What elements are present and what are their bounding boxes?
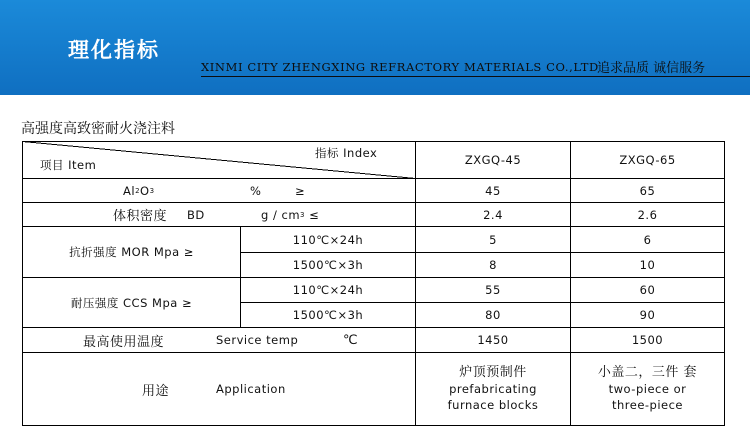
mor-110-value-45: 5 [489, 232, 497, 247]
ccs-110-value-65: 60 [639, 283, 656, 297]
al2o3-label: Al 2 O 3 [123, 183, 155, 198]
application-label: 用途 [142, 383, 170, 399]
al2o3-operator: ≥ [295, 183, 306, 198]
al2o3-unit: % [250, 183, 262, 198]
slogan: 追求品质 诚信服务 [597, 61, 706, 76]
application-65-cn: 小盖二，三件 套 [597, 365, 698, 380]
mor-label: 抗折强度 MOR Mpa ≥ [69, 245, 194, 259]
mor-condition-1500: 1500℃×3h [292, 258, 364, 272]
application-45-en-line2: furnace blocks [447, 398, 539, 412]
temp-value-45: 1450 [477, 333, 509, 347]
company-name: XINMI CITY ZHENGXING REFRACTORY MATERIALS CO.,LTD [201, 60, 599, 74]
application-65-en-line1: two-piece or [608, 382, 687, 396]
page-title: 理化指标 [68, 38, 160, 62]
col-header-zxgq-45: ZXGQ-45 [464, 153, 522, 167]
al2o3-value-65: 65 [639, 183, 656, 198]
mor-1500-value-45: 8 [489, 258, 497, 272]
col-header-zxgq-65: ZXGQ-65 [619, 153, 676, 167]
ccs-110-value-45: 55 [485, 283, 501, 297]
density-label: 体积密度 [113, 209, 168, 224]
mor-condition-110: 110℃×24h [292, 232, 364, 247]
header-index: 指标 Index [315, 146, 378, 160]
temp-label-en: Service temp [216, 333, 299, 347]
ccs-label: 耐压强度 CCS Mpa ≥ [70, 295, 193, 310]
application-45-cn: 炉顶预制件 [459, 365, 527, 380]
application-65-en-line2: three-piece [611, 398, 684, 412]
application-value-65 [571, 353, 724, 425]
density-unit: g / cm 3 ≤ [261, 207, 320, 222]
al2o3-value-45: 45 [485, 183, 501, 198]
mor-1500-value-65: 10 [639, 258, 656, 272]
mor-110-value-65: 6 [643, 232, 652, 247]
density-abbr: BD [187, 207, 205, 222]
application-value-45 [416, 353, 570, 425]
application-45-en-line1: prefabricating [449, 382, 537, 396]
application-label-en: Application [216, 382, 286, 396]
ccs-1500-value-45: 80 [485, 308, 501, 322]
ccs-condition-1500: 1500℃×3h [292, 308, 364, 322]
density-value-45: 2.4 [483, 207, 503, 222]
temp-label: 最高使用温度 [83, 334, 165, 350]
density-value-65: 2.6 [637, 207, 658, 222]
header-item: 项目 Item [40, 158, 97, 172]
temp-unit: ℃ [343, 332, 359, 348]
ccs-1500-value-65: 90 [639, 308, 656, 322]
ccs-condition-110: 110℃×24h [292, 283, 364, 297]
table-title: 高强度高致密耐火浇注料 [21, 121, 175, 137]
temp-value-65: 1500 [631, 333, 664, 347]
